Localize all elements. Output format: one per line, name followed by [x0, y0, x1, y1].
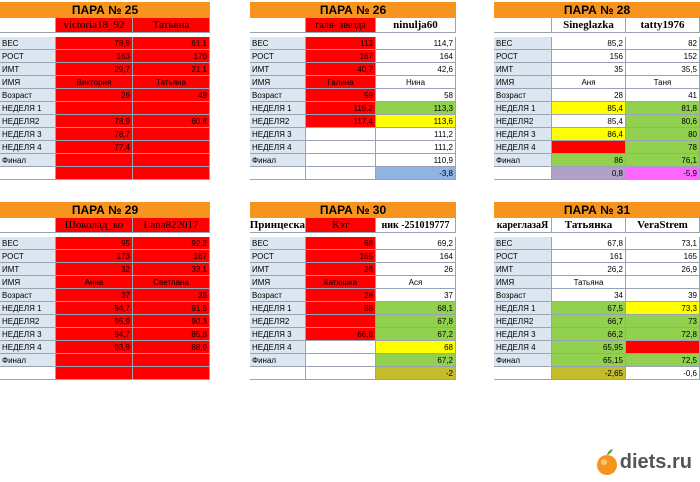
row-label: Финал [494, 354, 552, 367]
cell: 92,2 [133, 237, 210, 250]
row-label: РОСТ [494, 250, 552, 263]
row-label: Возраст [494, 89, 552, 102]
cell: 78,9 [56, 115, 133, 128]
cell [133, 102, 210, 115]
participant-2-nick: VeraStrem [626, 218, 700, 233]
cell: 65,15 [552, 354, 626, 367]
cell: 49 [133, 89, 210, 102]
logo-text: diets.ru [619, 450, 692, 473]
cell [306, 154, 376, 167]
row-label: НЕДЕЛЯ2 [250, 115, 306, 128]
row-label: Финал [0, 354, 56, 367]
cell: 85,4 [552, 102, 626, 115]
participant-2-nick: Татьяна [133, 18, 210, 33]
cell: 65,95 [552, 341, 626, 354]
pair-title: ПАРА № 28 [494, 2, 700, 18]
cell: 41 [626, 89, 700, 102]
cell: 66,2 [552, 328, 626, 341]
cell: 66,8 [306, 328, 376, 341]
cell: 68 [306, 237, 376, 250]
cell: 67,8 [552, 237, 626, 250]
cell: 163 [56, 50, 133, 63]
cell: 58 [376, 89, 456, 102]
cell: 111,2 [376, 128, 456, 141]
pair-title: ПАРА № 26 [250, 2, 456, 18]
diff-cell: -3,8 [376, 167, 456, 180]
row-label: НЕДЕЛЯ 3 [250, 128, 306, 141]
cell: 86 [552, 154, 626, 167]
cell [56, 354, 133, 367]
row-label: НЕДЕЛЯ 3 [494, 128, 552, 141]
cell: 73,3 [626, 302, 700, 315]
cell: 78,9 [56, 37, 133, 50]
row-label: ВЕС [250, 37, 306, 50]
row-label: ИМТ [494, 63, 552, 76]
diff-cell: 0,8 [552, 167, 626, 180]
row-label: Финал [494, 154, 552, 167]
cell: 67,2 [376, 354, 456, 367]
cell: 81,8 [626, 102, 700, 115]
participant-1-nick: Sineglazka [552, 18, 626, 33]
cell [306, 341, 376, 354]
row-label: ИМЯ [250, 276, 306, 289]
row-label: НЕДЕЛЯ 3 [250, 328, 306, 341]
cell: 86,4 [552, 128, 626, 141]
cell: 40,7 [306, 63, 376, 76]
diff-cell [306, 167, 376, 180]
row-label: Возраст [250, 89, 306, 102]
cell: 73,1 [626, 237, 700, 250]
cell: 59 [306, 89, 376, 102]
cell: 72,5 [626, 354, 700, 367]
cell: Катюшка [306, 276, 376, 289]
cell: 67,5 [552, 302, 626, 315]
cell: 80 [626, 128, 700, 141]
participant-1-nick: Кэт [306, 218, 376, 233]
cell: 28 [306, 289, 376, 302]
cell: 110,9 [376, 154, 456, 167]
cell: 69,2 [376, 237, 456, 250]
cell: Татьяна [133, 76, 210, 89]
cell: 66,7 [552, 315, 626, 328]
cell: 78 [626, 141, 700, 154]
cell: 68 [306, 302, 376, 315]
cell: 173 [56, 250, 133, 263]
row-label: НЕДЕЛЯ2 [0, 315, 56, 328]
row-label: РОСТ [0, 250, 56, 263]
apple-icon [594, 448, 620, 476]
row-label: ВЕС [0, 237, 56, 250]
cell: 77,4 [56, 141, 133, 154]
row-label: РОСТ [250, 250, 306, 263]
cell: 95,9 [56, 315, 133, 328]
cell: Ася [376, 276, 456, 289]
cell: 60,8 [133, 115, 210, 128]
cell [133, 128, 210, 141]
cell: 164 [376, 50, 456, 63]
row-label: ВЕС [494, 237, 552, 250]
cell: 167 [306, 50, 376, 63]
cell: 94,7 [56, 328, 133, 341]
cell: 88,9 [133, 341, 210, 354]
cell: 42,6 [376, 63, 456, 76]
cell: 67,2 [376, 328, 456, 341]
row-label: ИМТ [0, 63, 56, 76]
cell: 165 [306, 250, 376, 263]
row-label: ВЕС [494, 37, 552, 50]
cell: 35 [133, 289, 210, 302]
cell: 117,4 [306, 115, 376, 128]
cell [552, 141, 626, 154]
cell: Татьяна [552, 276, 626, 289]
cell: 85,2 [552, 37, 626, 50]
cell: 73 [626, 315, 700, 328]
row-label: Финал [250, 354, 306, 367]
cell: Таня [626, 76, 700, 89]
row-label: Возраст [494, 289, 552, 302]
row-label: НЕДЕЛЯ 3 [494, 328, 552, 341]
row-label: ИМЯ [494, 76, 552, 89]
cell: 32 [56, 263, 133, 276]
participant-2-nick: ник -251019777 [376, 218, 456, 233]
pair-title: ПАРА № 30 [250, 202, 456, 218]
cell: Аня [552, 76, 626, 89]
row-label: Финал [0, 154, 56, 167]
row-label: НЕДЕЛЯ 1 [250, 302, 306, 315]
cell: 26 [56, 89, 133, 102]
cell: 82 [626, 37, 700, 50]
cell: 68,1 [376, 302, 456, 315]
cell: 78,7 [56, 128, 133, 141]
cell: 33,1 [133, 263, 210, 276]
cell: 94,7 [56, 302, 133, 315]
row-label: Возраст [250, 289, 306, 302]
row-label: РОСТ [0, 50, 56, 63]
participant-2-nick: tatty1976 [626, 18, 700, 33]
cell: 165 [626, 250, 700, 263]
cell [133, 141, 210, 154]
cell [306, 128, 376, 141]
row-label: НЕДЕЛЯ 4 [250, 141, 306, 154]
cell: 28 [552, 89, 626, 102]
row-label: НЕДЕЛЯ 3 [0, 328, 56, 341]
cell: 111,2 [376, 141, 456, 154]
cell: 76,1 [626, 154, 700, 167]
cell: 115,2 [306, 102, 376, 115]
cell: 90,3 [133, 315, 210, 328]
diff-cell: -2,65 [552, 367, 626, 380]
row-label: ВЕС [250, 237, 306, 250]
diff-cell [306, 367, 376, 380]
pair-title: ПАРА № 29 [0, 202, 210, 218]
row-label: РОСТ [494, 50, 552, 63]
row-label: НЕДЕЛЯ 1 [250, 102, 306, 115]
cell: 21,1 [133, 63, 210, 76]
row-label: ИМЯ [494, 276, 552, 289]
diff-cell: -5,9 [626, 167, 700, 180]
cell: Анна [56, 276, 133, 289]
cell: 170 [133, 50, 210, 63]
row-label: НЕДЕЛЯ 1 [494, 302, 552, 315]
row-label: НЕДЕЛЯ 4 [0, 341, 56, 354]
cell: 29,7 [56, 63, 133, 76]
cell: Светлана [133, 276, 210, 289]
row-label: НЕДЕЛЯ 4 [494, 141, 552, 154]
row-label: НЕДЕЛЯ2 [0, 115, 56, 128]
participant-2-nick: Lana822017 [133, 218, 210, 233]
diff-cell: -0,6 [626, 367, 700, 380]
cell: 68 [376, 341, 456, 354]
row-label: РОСТ [250, 50, 306, 63]
row-label: НЕДЕЛЯ 1 [0, 102, 56, 115]
cell: 26 [376, 263, 456, 276]
cell: 113,3 [376, 102, 456, 115]
participant-2-nick: ninulja60 [376, 18, 456, 33]
participant-1-nick: галя- звезда [306, 18, 376, 33]
row-label: НЕДЕЛЯ 4 [0, 141, 56, 154]
cell [306, 315, 376, 328]
cell: 37 [376, 289, 456, 302]
cell: 67,8 [376, 315, 456, 328]
row-label: ИМТ [0, 263, 56, 276]
row-label: ИМТ [250, 63, 306, 76]
cell: 152 [626, 50, 700, 63]
row-label: ВЕС [0, 37, 56, 50]
row-label: НЕДЕЛЯ 4 [250, 341, 306, 354]
cell: 37 [56, 289, 133, 302]
cell: 26,9 [626, 263, 700, 276]
row-label: НЕДЕЛЯ2 [250, 315, 306, 328]
cell: 156 [552, 50, 626, 63]
cell: Нина [376, 76, 456, 89]
cell: 85,4 [552, 115, 626, 128]
participant-1-alt-nick: кареглазаЯ [494, 218, 552, 233]
cell [306, 354, 376, 367]
cell: Галина [306, 76, 376, 89]
cell [133, 354, 210, 367]
cell: 113 [306, 37, 376, 50]
cell: 72,8 [626, 328, 700, 341]
participant-1-alt-nick: Принцеска [249, 219, 305, 231]
row-label: ИМЯ [250, 76, 306, 89]
cell: Виктория [56, 76, 133, 89]
row-label: Финал [250, 154, 306, 167]
cell: 26 [306, 263, 376, 276]
cell [626, 276, 700, 289]
cell: 95 [56, 237, 133, 250]
row-label: НЕДЕЛЯ2 [494, 115, 552, 128]
cell: 113,6 [376, 115, 456, 128]
cell: 161 [552, 250, 626, 263]
cell [306, 141, 376, 154]
cell: 164 [376, 250, 456, 263]
participant-1-nick: Шоколад_ко [56, 218, 133, 233]
row-label: НЕДЕЛЯ2 [494, 315, 552, 328]
row-label: ИМТ [250, 263, 306, 276]
cell [56, 154, 133, 167]
cell [133, 154, 210, 167]
cell [626, 341, 700, 354]
cell: 61,1 [133, 37, 210, 50]
row-label: Возраст [0, 89, 56, 102]
cell: 35,5 [626, 63, 700, 76]
cell: 26,2 [552, 263, 626, 276]
row-label: ИМЯ [0, 276, 56, 289]
row-label: НЕДЕЛЯ 4 [494, 341, 552, 354]
row-label: НЕДЕЛЯ 1 [0, 302, 56, 315]
participant-1-nick: victoria18_92 [56, 18, 133, 33]
cell: 39 [626, 289, 700, 302]
cell: 34 [552, 289, 626, 302]
cell: 85,8 [133, 328, 210, 341]
row-label: ИМЯ [0, 76, 56, 89]
cell: 91,5 [133, 302, 210, 315]
cell: 93,9 [56, 341, 133, 354]
row-label: НЕДЕЛЯ 3 [0, 128, 56, 141]
row-label: ИМТ [494, 263, 552, 276]
cell: 35 [552, 63, 626, 76]
pair-title: ПАРА № 31 [494, 202, 700, 218]
cell [56, 102, 133, 115]
diets-logo[interactable] [594, 448, 692, 476]
participant-1-nick: Татьянка [552, 218, 626, 233]
pair-title: ПАРА № 25 [0, 2, 210, 18]
row-label: Возраст [0, 289, 56, 302]
diff-cell: -2 [376, 367, 456, 380]
cell: 114,7 [376, 37, 456, 50]
row-label: НЕДЕЛЯ 1 [494, 102, 552, 115]
cell: 80,6 [626, 115, 700, 128]
cell: 167 [133, 250, 210, 263]
